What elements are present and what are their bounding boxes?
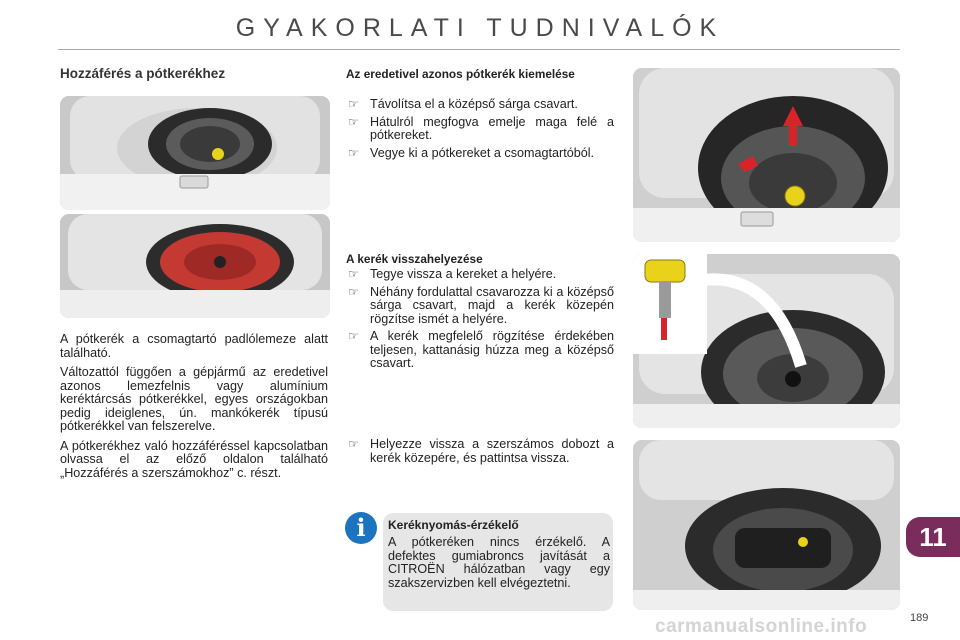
pointing-finger-icon: ☞ (348, 437, 359, 451)
list-item-text: Néhány fordulattal csavarozza ki a középső sárga csavart, majd a kerék közepén rögzítse ismét a helyére. (370, 284, 614, 326)
section-title: Hozzáférés a pótkerékhez (60, 66, 226, 81)
pointing-finger-icon: ☞ (348, 114, 359, 129)
pointing-finger-icon: ☞ (348, 97, 359, 111)
info-text: A pótkeréken nincs érzékelő. A defektes gumiabroncs javítását a CITROËN hálózatban vagy egy szakszervizben kell elvégeztetni. (388, 535, 610, 590)
list-item-text: Tegye vissza a kereket a helyére. (370, 267, 557, 281)
list-item (346, 330, 614, 371)
list-item-text: Hátulról megfogva emelje maga felé a pótkereket. (370, 114, 614, 142)
list-removal (346, 98, 614, 164)
list-item-text: Távolítsa el a középső sárga csavart. (370, 97, 578, 111)
list-toolbox (346, 438, 614, 469)
photo-spare-wheel-temporary (60, 214, 330, 318)
info-title: Keréknyomás-érzékelő (388, 518, 519, 532)
list-item (346, 98, 614, 112)
header-rule (58, 49, 900, 50)
pointing-finger-icon: ☞ (348, 329, 359, 343)
paragraph: A pótkerékhez való hozzáféréssel kapcsolatban olvassa el az előző oldalon található „Hozzáférés a szerszámokhoz” c. részt. (60, 438, 328, 480)
list-item (346, 286, 614, 327)
pointing-finger-icon: ☞ (348, 145, 359, 160)
photo-spare-wheel-steel (60, 96, 330, 210)
list-item-text: A kerék megfelelő rögzítése érdekében teljesen, kattanásig húzza meg a középső csavart. (370, 329, 614, 370)
watermark: carmanualsonline.info (655, 616, 868, 637)
list-refit (346, 268, 614, 375)
subsection-title-removal: Az eredetivel azonos pótkerék kiemelése (346, 67, 575, 81)
info-icon: i (345, 512, 377, 544)
page-number: 189 (910, 612, 929, 624)
photo-wheel-lift (633, 68, 900, 242)
chapter-tab: 11 (906, 517, 960, 557)
list-item (346, 116, 614, 143)
header-title: GYAKORLATI TUDNIVALÓK (235, 14, 725, 42)
paragraph: A pótkerék a csomagtartó padlólemeze alatt található. (60, 332, 328, 360)
photo-toolbox-refit (633, 440, 900, 610)
paragraph: Változattól függően a gépjármű az eredetivel azonos lemezfelnis vagy alumínium keréktárcsás pótkerékkel, egyes országokban pedig ideiglenes, ún. mankókerék típusú pótkerékkel van felszerelve. (60, 365, 328, 433)
subsection-title-refit: A kerék visszahelyezése (346, 252, 483, 266)
list-item-text: Vegye ki a pótkereket a csomagtartóból. (370, 145, 595, 160)
photo-wheel-refit (633, 254, 900, 428)
list-item (346, 268, 614, 282)
left-text (60, 333, 328, 486)
list-item (346, 438, 614, 465)
list-item-text: Helyezze vissza a szerszámos dobozt a kerék közepére, és pattintsa vissza. (370, 437, 614, 465)
pointing-finger-icon: ☞ (348, 284, 359, 299)
pointing-finger-icon: ☞ (348, 267, 359, 281)
list-item (346, 147, 614, 161)
